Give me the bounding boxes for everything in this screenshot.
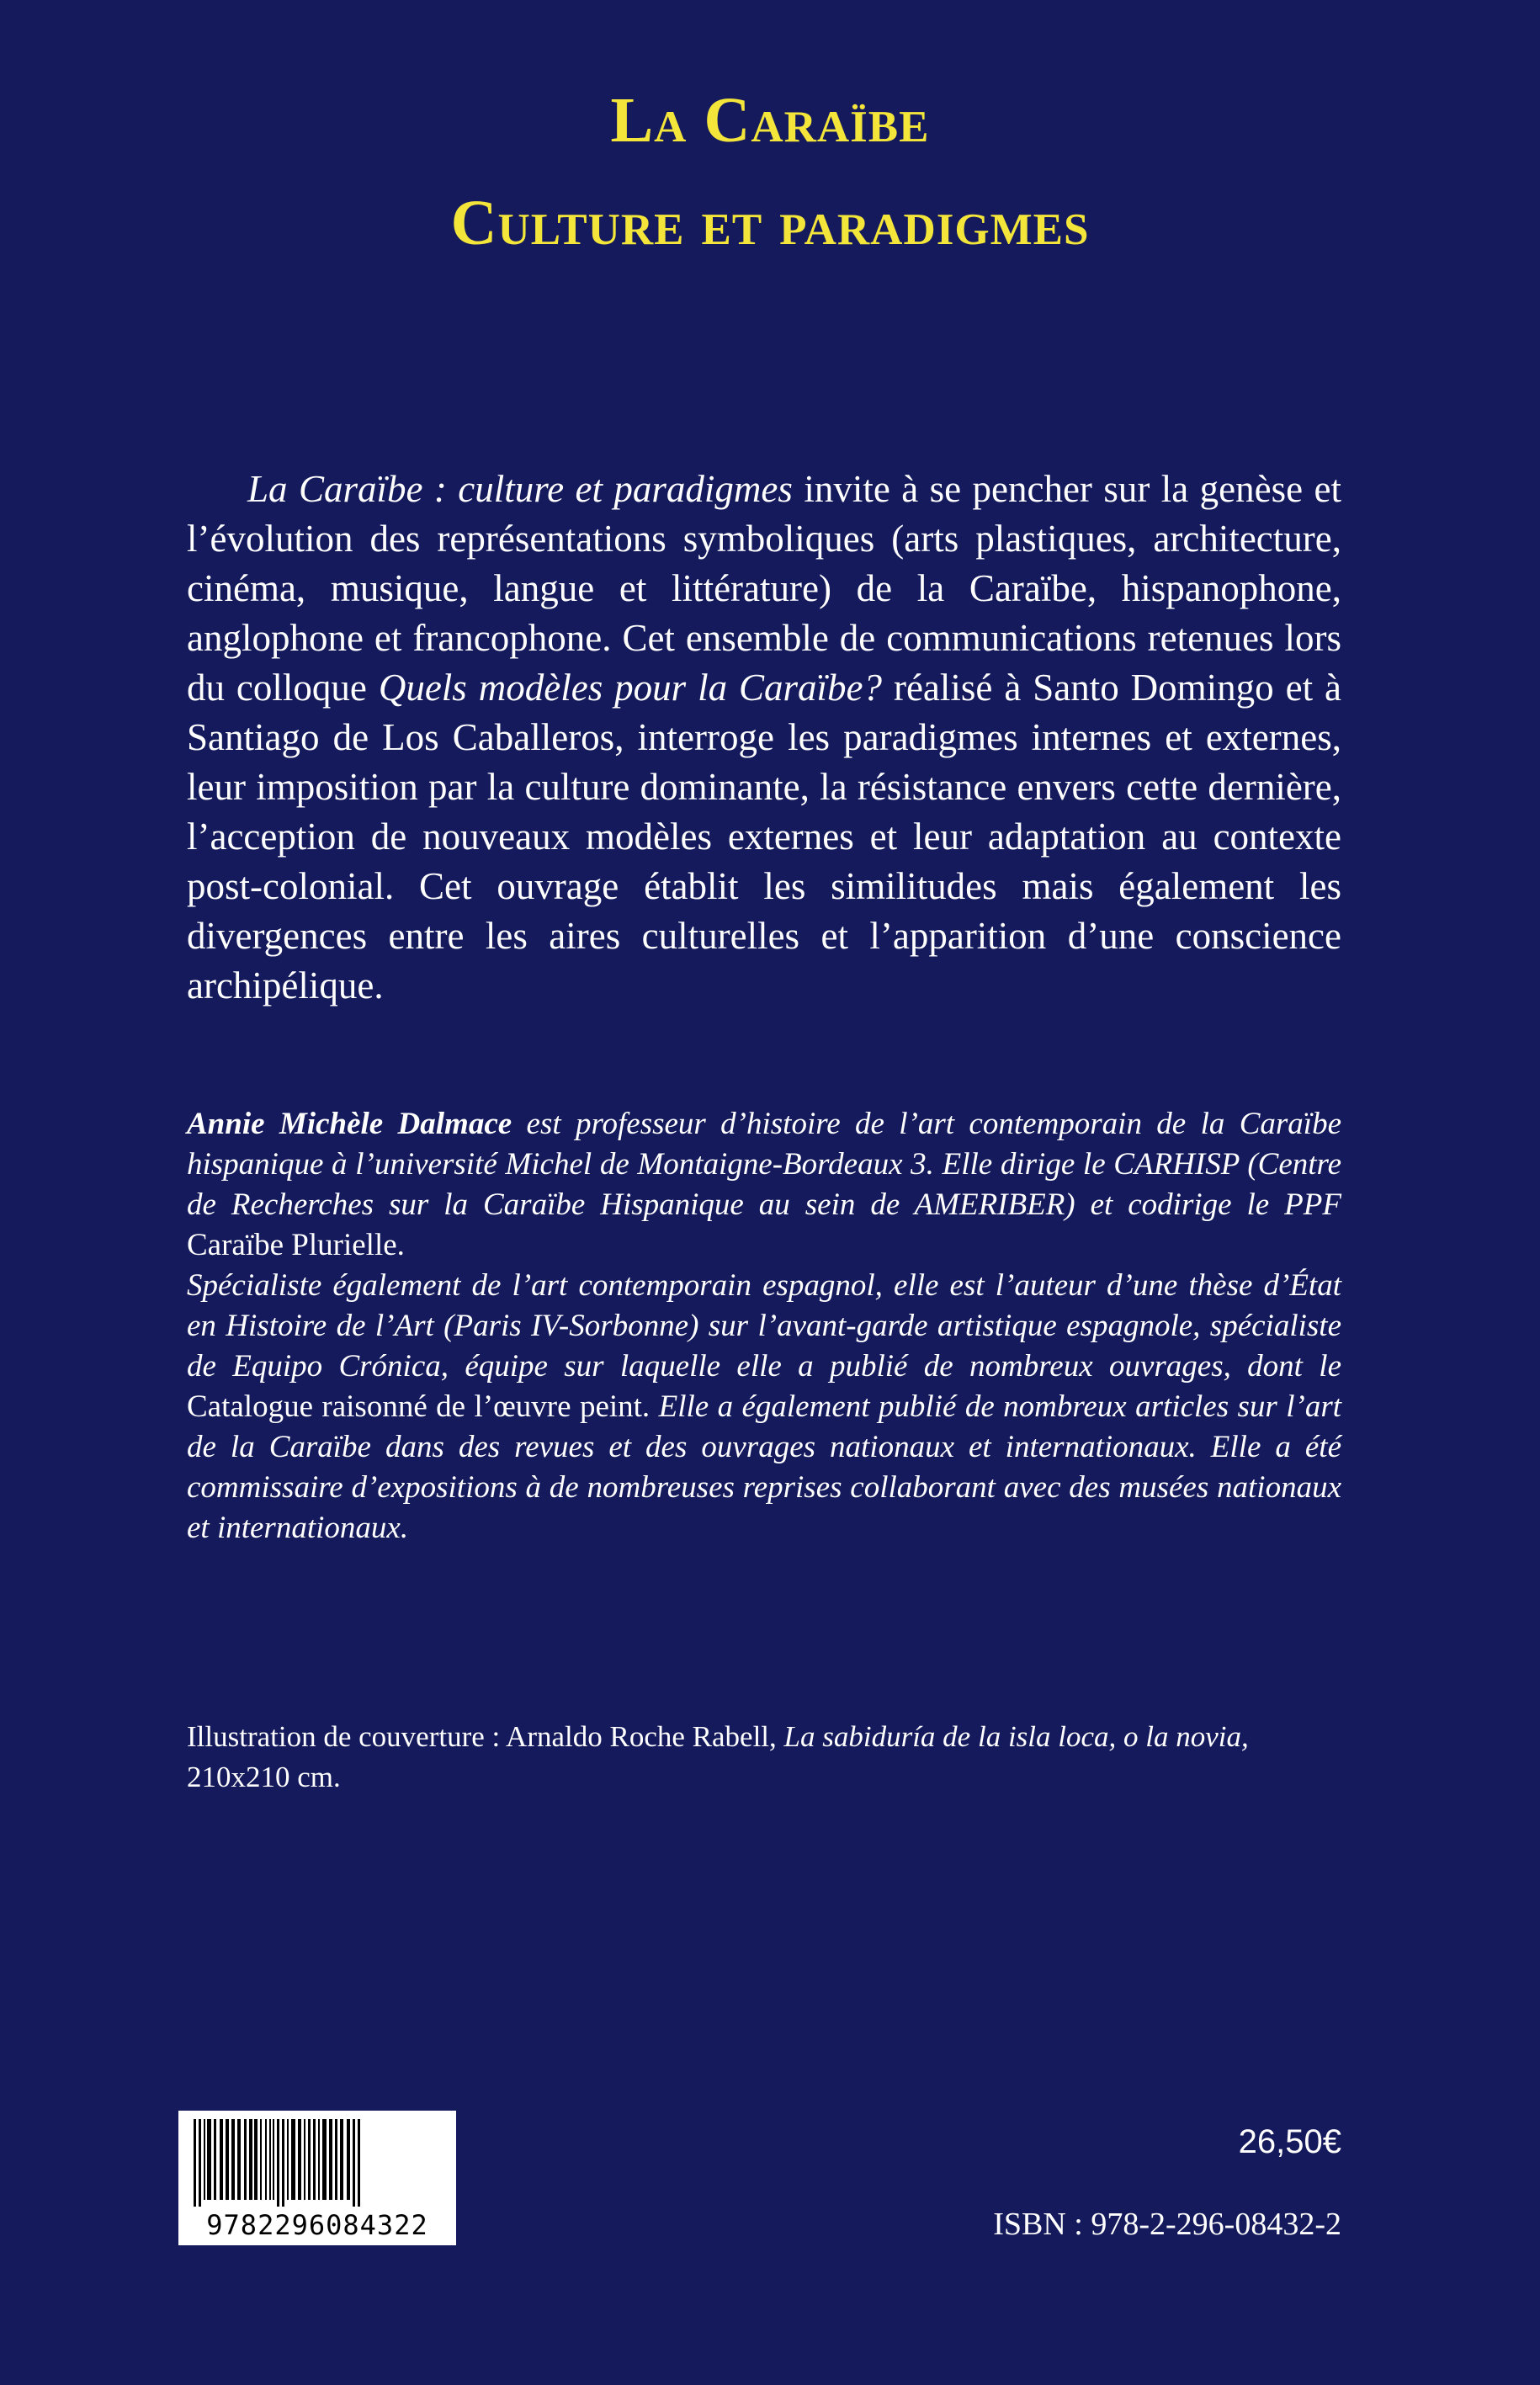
author-name: Annie Michèle Dalmace xyxy=(187,1107,512,1141)
barcode-bar xyxy=(347,2119,350,2200)
credit-work-title: La sabiduría de la isla loca, o la novia, xyxy=(783,1720,1249,1753)
barcode-bar xyxy=(335,2119,337,2200)
barcode-bar xyxy=(237,2119,241,2200)
barcode-bar xyxy=(265,2119,267,2200)
barcode-bar xyxy=(358,2119,360,2207)
barcode-bar xyxy=(204,2119,205,2200)
synopsis-book-title: La Caraïbe : culture et paradigmes xyxy=(247,468,793,510)
barcode-bar xyxy=(269,2119,271,2200)
synopsis-text-1: invite à se pencher sur la genèse et l’évolution des représentations symboliques (arts plastiques, architecture, cinéma, musique, langue et littérature) de la Caraïbe, hispanophone, anglophone et francophone. Cet ensemble de communications retenues lors du colloque xyxy=(187,468,1341,709)
bio-paragraph-2 xyxy=(187,1266,1341,1548)
barcode xyxy=(178,2111,456,2245)
price: 26,50€ xyxy=(1238,2123,1341,2160)
synopsis-text-2: réalisé à Santo Domingo et à Santiago de Los Caballeros, interroge les paradigmes internes et externes, leur imposition par la culture dominante, la résistance envers cette dernière, l’acception de nouveaux modèles externes et leur adaptation au contexte post-colonial. Cet ouvrage établit les similitudes mais également les divergences entre les aires culturelles et l’apparition d’une conscience archipélique. xyxy=(187,667,1341,1007)
barcode-bar xyxy=(260,2119,262,2200)
barcode-bar xyxy=(353,2119,355,2207)
author-biography xyxy=(187,1104,1341,1548)
barcode-bar xyxy=(194,2119,196,2207)
isbn: ISBN : 978-2-296-08432-2 xyxy=(993,2207,1341,2242)
barcode-bar xyxy=(207,2119,211,2200)
bio-text-2: Spécialiste également de l’art contemporain espagnol, elle est l’auteur d’une thèse d’État en Histoire de l’Art (Paris IV-Sorbonne) sur l’avant-garde artistique espagnole, spécialiste de Equipo Crónica, équipe sur laquelle elle a publié de nombreux ouvrages, dont le xyxy=(187,1268,1341,1384)
barcode-bar xyxy=(199,2119,201,2207)
synopsis-paragraph xyxy=(187,465,1341,1011)
bio-upright-2: Catalogue raisonné de l’œuvre peint. xyxy=(187,1389,651,1424)
barcode-bar xyxy=(220,2119,223,2200)
barcode-bar xyxy=(340,2119,343,2200)
cover-illustration-credit xyxy=(187,1717,1341,1798)
barcode-bar xyxy=(282,2119,284,2207)
credit-label: Illustration de couverture : Arnaldo Roche Rabell, xyxy=(187,1720,784,1753)
barcode-bar xyxy=(244,2119,247,2200)
barcode-bar xyxy=(322,2119,327,2200)
bio-text-3: Elle a également publié de nombreux articles sur l’art de la Caraïbe dans des revues et des ouvrages nationaux et internationaux. Elle a été commissaire d’expositions à de nombreuses reprises collaborant avec des musées nationaux et internationaux. xyxy=(187,1389,1341,1545)
barcode-bar xyxy=(231,2119,235,2200)
credit-dimensions: 210x210 cm. xyxy=(187,1761,341,1793)
barcode-icon xyxy=(190,2119,444,2210)
bio-upright-1: Caraïbe Plurielle. xyxy=(187,1228,405,1262)
barcode-bar xyxy=(329,2119,332,2200)
barcode-bar xyxy=(277,2119,279,2207)
barcode-bar xyxy=(273,2119,274,2200)
book-subtitle: Culture et paradigmes xyxy=(450,188,1090,258)
barcode-bar xyxy=(308,2119,311,2200)
barcode-bar xyxy=(249,2119,252,2200)
synopsis-colloquium-title: Quels modèles pour la Caraïbe? xyxy=(378,667,883,709)
bio-text-1: est professeur d’histoire de l’art contemporain de la Caraïbe hispanique à l’université Michel de Montaigne-Bordeaux 3. Elle dirige le CARHISP (Centre de Recherches sur la Caraïbe Hispanique au sein de AMERIBER) et codirige le PPF xyxy=(187,1107,1341,1222)
barcode-bar xyxy=(287,2119,289,2200)
barcode-bar xyxy=(304,2119,305,2200)
barcode-bar xyxy=(298,2119,301,2200)
book-title: La Caraïbe xyxy=(610,85,930,156)
bio-paragraph-1 xyxy=(187,1104,1341,1266)
barcode-number: 9782296084322 xyxy=(206,2209,428,2241)
barcode-bar xyxy=(318,2119,320,2200)
barcode-bar xyxy=(254,2119,258,2200)
barcode-bar xyxy=(226,2119,229,2200)
barcode-bar xyxy=(313,2119,316,2200)
barcode-bar xyxy=(214,2119,216,2200)
barcode-bar xyxy=(291,2119,295,2200)
